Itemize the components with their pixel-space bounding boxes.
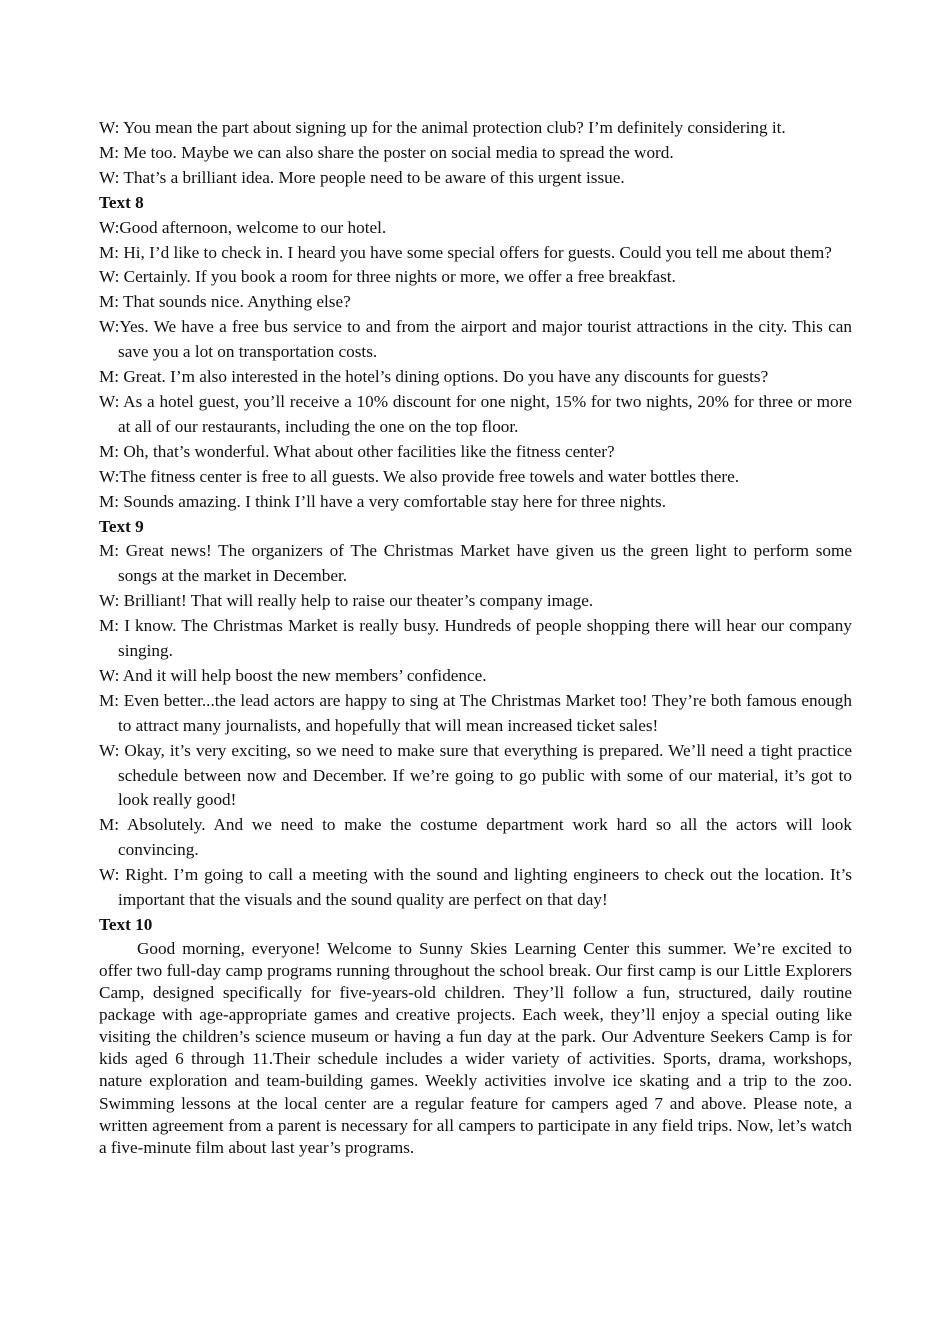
- dialogue-line: W:Yes. We have a free bus service to and from the airport and major tourist attractions in the city. This can save you a lot on transportation costs.: [99, 317, 852, 362]
- dialogue-line: M: Hi, I’d like to check in. I heard you have some special offers for guests. Could you tell me about them?: [99, 242, 832, 262]
- dialogue-line: W: Brilliant! That will really help to raise our theater’s company image.: [99, 591, 594, 611]
- dialogue-line: W: That’s a brilliant idea. More people need to be aware of this urgent issue.: [99, 167, 625, 187]
- document-page: [99, 116, 852, 1159]
- dialogue-line: W: And it will help boost the new members’ confidence.: [99, 665, 487, 685]
- dialogue-line: W: Certainly. If you book a room for three nights or more, we offer a free breakfast.: [99, 267, 676, 287]
- dialogue-line: M: Oh, that’s wonderful. What about other facilities like the fitness center?: [99, 441, 615, 461]
- dialogue-line: W: Okay, it’s very exciting, so we need to make sure that everything is prepared. We’ll need a tight practice schedule between now and December. If we’re going to go public with some of our material, it’s got to look really good!: [99, 740, 852, 810]
- dialogue-line: M: Me too. Maybe we can also share the poster on social media to spread the word.: [99, 142, 674, 162]
- dialogue-line: M: Even better...the lead actors are happy to sing at The Christmas Market too! They’re both famous enough to attract many journalists, and hopefully that will mean increased ticket sales!: [99, 690, 852, 735]
- dialogue-line: M: Absolutely. And we need to make the costume department work hard so all the actors will look convincing.: [99, 815, 852, 860]
- monologue-paragraph: Good morning, everyone! Welcome to Sunny Skies Learning Center this summer. We’re excited to offer two full-day camp programs running throughout the school break. Our first camp is our Little Explorers Camp, designed specifically for five-years-old children. They’ll follow a fun, structured, daily routine package with age-appropriate games and creative projects. Each week, they’ll enjoy a special outing like visiting the children’s science museum or having a fun day at the park. Our Adventure Seekers Camp is for kids aged 6 through 11.Their schedule includes a wider variety of activities. Sports, drama, workshops, nature exploration and team-building games. Weekly activities involve ice skating and a trip to the zoo. Swimming lessons at the local center are a regular feature for campers aged 7 and above. Please note, a written agreement from a parent is necessary for all campers to participate in any field trips. Now, let’s watch a five-minute film about last year’s programs.: [99, 938, 852, 1157]
- dialogue-line: W:Good afternoon, welcome to our hotel.: [99, 217, 387, 237]
- section-heading-text-9: Text 9: [99, 516, 144, 536]
- dialogue-line: M: That sounds nice. Anything else?: [99, 292, 351, 312]
- dialogue-line: M: I know. The Christmas Market is really busy. Hundreds of people shopping there will hear our company singing.: [99, 616, 852, 661]
- dialogue-line: M: Sounds amazing. I think I’ll have a very comfortable stay here for three nights.: [99, 491, 667, 511]
- dialogue-line: W: Right. I’m going to call a meeting with the sound and lighting engineers to check out the location. It’s important that the visuals and the sound quality are perfect on that day!: [99, 865, 852, 910]
- dialogue-line: M: Great. I’m also interested in the hotel’s dining options. Do you have any discounts for guests?: [99, 367, 769, 387]
- dialogue-line: W: As a hotel guest, you’ll receive a 10% discount for one night, 15% for two nights, 20% for three or more at all of our restaurants, including the one on the top floor.: [99, 391, 852, 436]
- dialogue-line: M: Great news! The organizers of The Christmas Market have given us the green light to perform some songs at the market in December.: [99, 541, 852, 586]
- dialogue-line: W:The fitness center is free to all guests. We also provide free towels and water bottles there.: [99, 466, 740, 486]
- section-heading-text-8: Text 8: [99, 192, 144, 212]
- section-heading-text-10: Text 10: [99, 915, 153, 934]
- dialogue-line: W: You mean the part about signing up for the animal protection club? I’m definitely considering it.: [99, 118, 786, 137]
